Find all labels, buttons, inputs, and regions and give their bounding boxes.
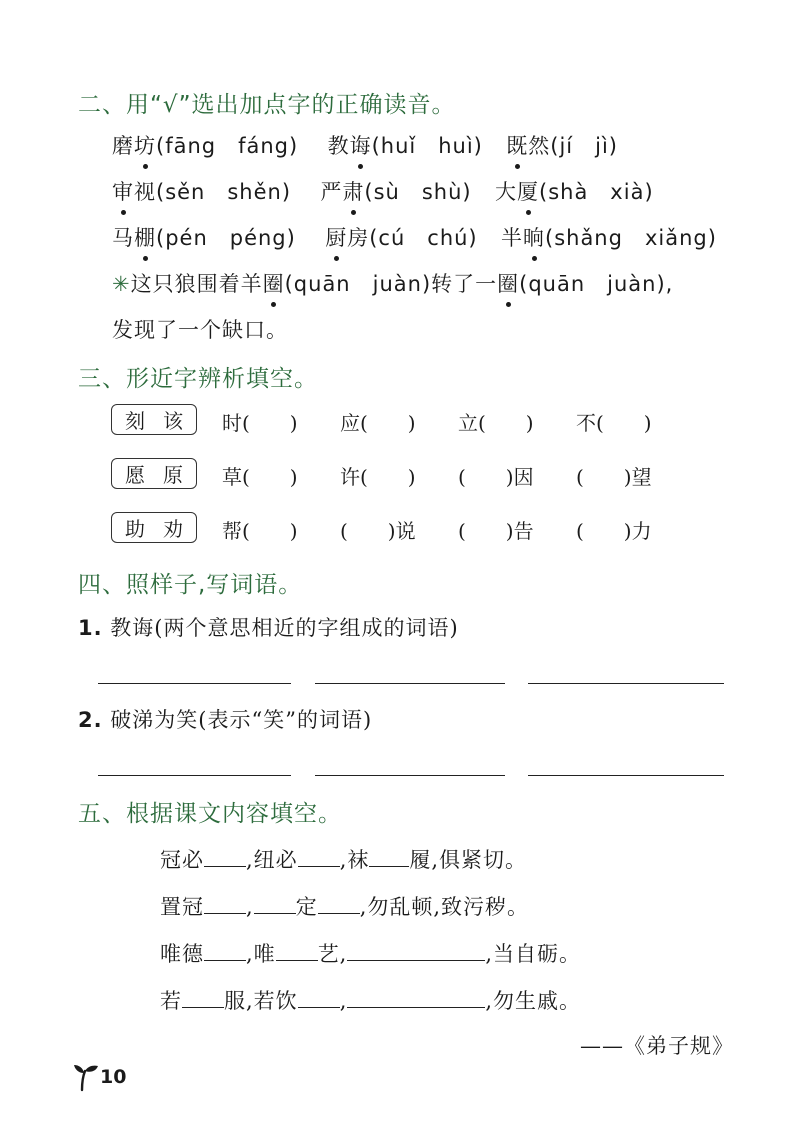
word-char: 半: [501, 226, 523, 250]
word-char: 严: [320, 180, 343, 204]
answer-line[interactable]: [528, 683, 724, 684]
dotted-char: 诲: [350, 130, 372, 160]
text: 履,俱紧切。: [409, 848, 528, 872]
question-2: [78, 704, 372, 734]
pinyin-options[interactable]: (sù shù): [364, 180, 472, 204]
dotted-char: 晌: [523, 222, 545, 252]
pinyin-row-1: [112, 130, 618, 160]
fill-blank[interactable]: [254, 892, 296, 914]
text: 冠必: [160, 848, 204, 872]
fill-blank[interactable]: [347, 939, 485, 961]
pair-char: 劝: [163, 517, 183, 541]
question-number: 2.: [78, 708, 103, 732]
dotted-char: 圈: [497, 268, 519, 298]
fill-blank[interactable]: 立( ): [458, 411, 534, 435]
pinyin-options[interactable]: (sěn shěn): [156, 180, 292, 204]
dotted-char: 厦: [517, 176, 539, 206]
answer-line[interactable]: [98, 775, 291, 776]
word-char: 马: [112, 226, 134, 250]
pinyin-row-4: [112, 268, 673, 298]
recite-line-3: [160, 938, 581, 968]
fill-blank[interactable]: ( )说: [340, 519, 416, 543]
word-char: 房: [347, 226, 370, 250]
answer-line[interactable]: [98, 683, 291, 684]
source-citation: ——《弟子规》: [580, 1034, 734, 1058]
star-icon: ✳: [112, 272, 131, 296]
fill-blank[interactable]: 许( ): [340, 465, 416, 489]
fill-blank[interactable]: ( )因: [458, 465, 534, 489]
fill-blank[interactable]: 帮( ): [222, 519, 298, 543]
text: ,当自砺。: [485, 942, 582, 966]
sentence-text: 转了一: [431, 272, 498, 296]
word-char: 磨: [112, 134, 134, 158]
pinyin-row-5: 发现了一个缺口。: [112, 318, 288, 342]
pair-char: 助: [125, 517, 145, 541]
dotted-char: 棚: [134, 222, 156, 252]
text: ,勿乱顿,致污秽。: [359, 895, 530, 919]
answer-line[interactable]: [315, 683, 505, 684]
dotted-char: 审: [112, 176, 134, 206]
fill-blank[interactable]: 时( ): [222, 411, 298, 435]
text: ,勿生戚。: [485, 989, 582, 1013]
pinyin-options[interactable]: (huǐ huì): [371, 134, 483, 158]
text: 艺,: [317, 942, 348, 966]
fill-blank[interactable]: ( )力: [576, 519, 652, 543]
word-char: 然: [528, 134, 551, 158]
fill-blank[interactable]: [204, 892, 246, 914]
dotted-char: 肃: [342, 176, 364, 206]
text: 若: [160, 989, 182, 1013]
text: 唯德: [160, 942, 204, 966]
fill-blank[interactable]: [204, 939, 246, 961]
question-number: 1.: [78, 616, 103, 640]
fill-blank[interactable]: 草( ): [222, 465, 298, 489]
fill-blank[interactable]: [276, 939, 318, 961]
char-pair-box: [111, 458, 197, 489]
fill-blank[interactable]: 不( ): [576, 411, 652, 435]
sentence-text: 这只狼围着羊: [130, 272, 263, 296]
pinyin-options[interactable]: (shǎng xiǎng): [545, 226, 717, 250]
dotted-char: 厨: [325, 222, 347, 252]
dotted-char: 圈: [263, 268, 285, 298]
fill-blank[interactable]: [182, 986, 224, 1008]
fill-blank[interactable]: 应( ): [340, 411, 416, 435]
question-1: [78, 612, 459, 642]
pinyin-options[interactable]: (cú chú): [369, 226, 478, 250]
section-2-heading: 二、用“√”选出加点字的正确读音。: [78, 92, 456, 118]
pair-char: 愿: [125, 463, 145, 487]
pinyin-options[interactable]: (quān juàn): [284, 272, 432, 296]
fill-blank[interactable]: [369, 845, 409, 867]
fill-blank[interactable]: ( )告: [458, 519, 534, 543]
text: ,纽必: [246, 848, 298, 872]
section-3-heading: 三、形近字辨析填空。: [78, 366, 318, 392]
fill-blank[interactable]: [204, 845, 246, 867]
pinyin-row-3: [112, 222, 717, 252]
text: 置冠: [160, 895, 204, 919]
dotted-char: 既: [506, 130, 528, 160]
text: 定: [295, 895, 318, 919]
pinyin-options[interactable]: (jí jì): [550, 134, 618, 158]
page-number: 10: [100, 1066, 127, 1088]
char-pair-box: [111, 512, 197, 543]
pinyin-row-2: [112, 176, 654, 206]
char-pair-box: [111, 404, 197, 435]
fill-blank[interactable]: ( )望: [576, 465, 652, 489]
section-4-heading: 四、照样子,写词语。: [78, 572, 303, 598]
question-text: 教诲(两个意思相近的字组成的词语): [110, 616, 459, 640]
pinyin-options[interactable]: (pén péng): [156, 226, 296, 250]
word-char: 大: [495, 180, 517, 204]
pinyin-options[interactable]: (shà xià): [539, 180, 654, 204]
fill-blank[interactable]: [347, 986, 485, 1008]
recite-line-1: [160, 844, 527, 874]
word-char: 教: [327, 134, 350, 158]
page-footer: [72, 1062, 126, 1092]
pair-char: 该: [163, 409, 183, 433]
recite-line-4: [160, 985, 581, 1015]
fill-blank[interactable]: [318, 892, 360, 914]
text: ,: [246, 895, 254, 919]
text: 服,若饮: [224, 989, 298, 1013]
sprout-icon: [72, 1062, 100, 1092]
answer-line[interactable]: [315, 775, 505, 776]
pair-char: 原: [163, 463, 183, 487]
text: ,袜: [339, 848, 370, 872]
word-char: 视: [134, 180, 156, 204]
question-text: 破涕为笑(表示“笑”的词语): [110, 708, 373, 732]
pinyin-options[interactable]: (quān juàn),: [519, 272, 674, 296]
recite-line-2: [160, 891, 529, 921]
fill-blank[interactable]: [298, 986, 340, 1008]
pinyin-options[interactable]: (fāng fáng): [156, 134, 299, 158]
text: ,唯: [246, 942, 276, 966]
pair-char: 刻: [125, 409, 145, 433]
dotted-char: 坊: [134, 130, 156, 160]
text: ,: [339, 989, 348, 1013]
answer-line[interactable]: [528, 775, 724, 776]
fill-blank[interactable]: [298, 845, 340, 867]
section-5-heading: 五、根据课文内容填空。: [78, 801, 342, 827]
